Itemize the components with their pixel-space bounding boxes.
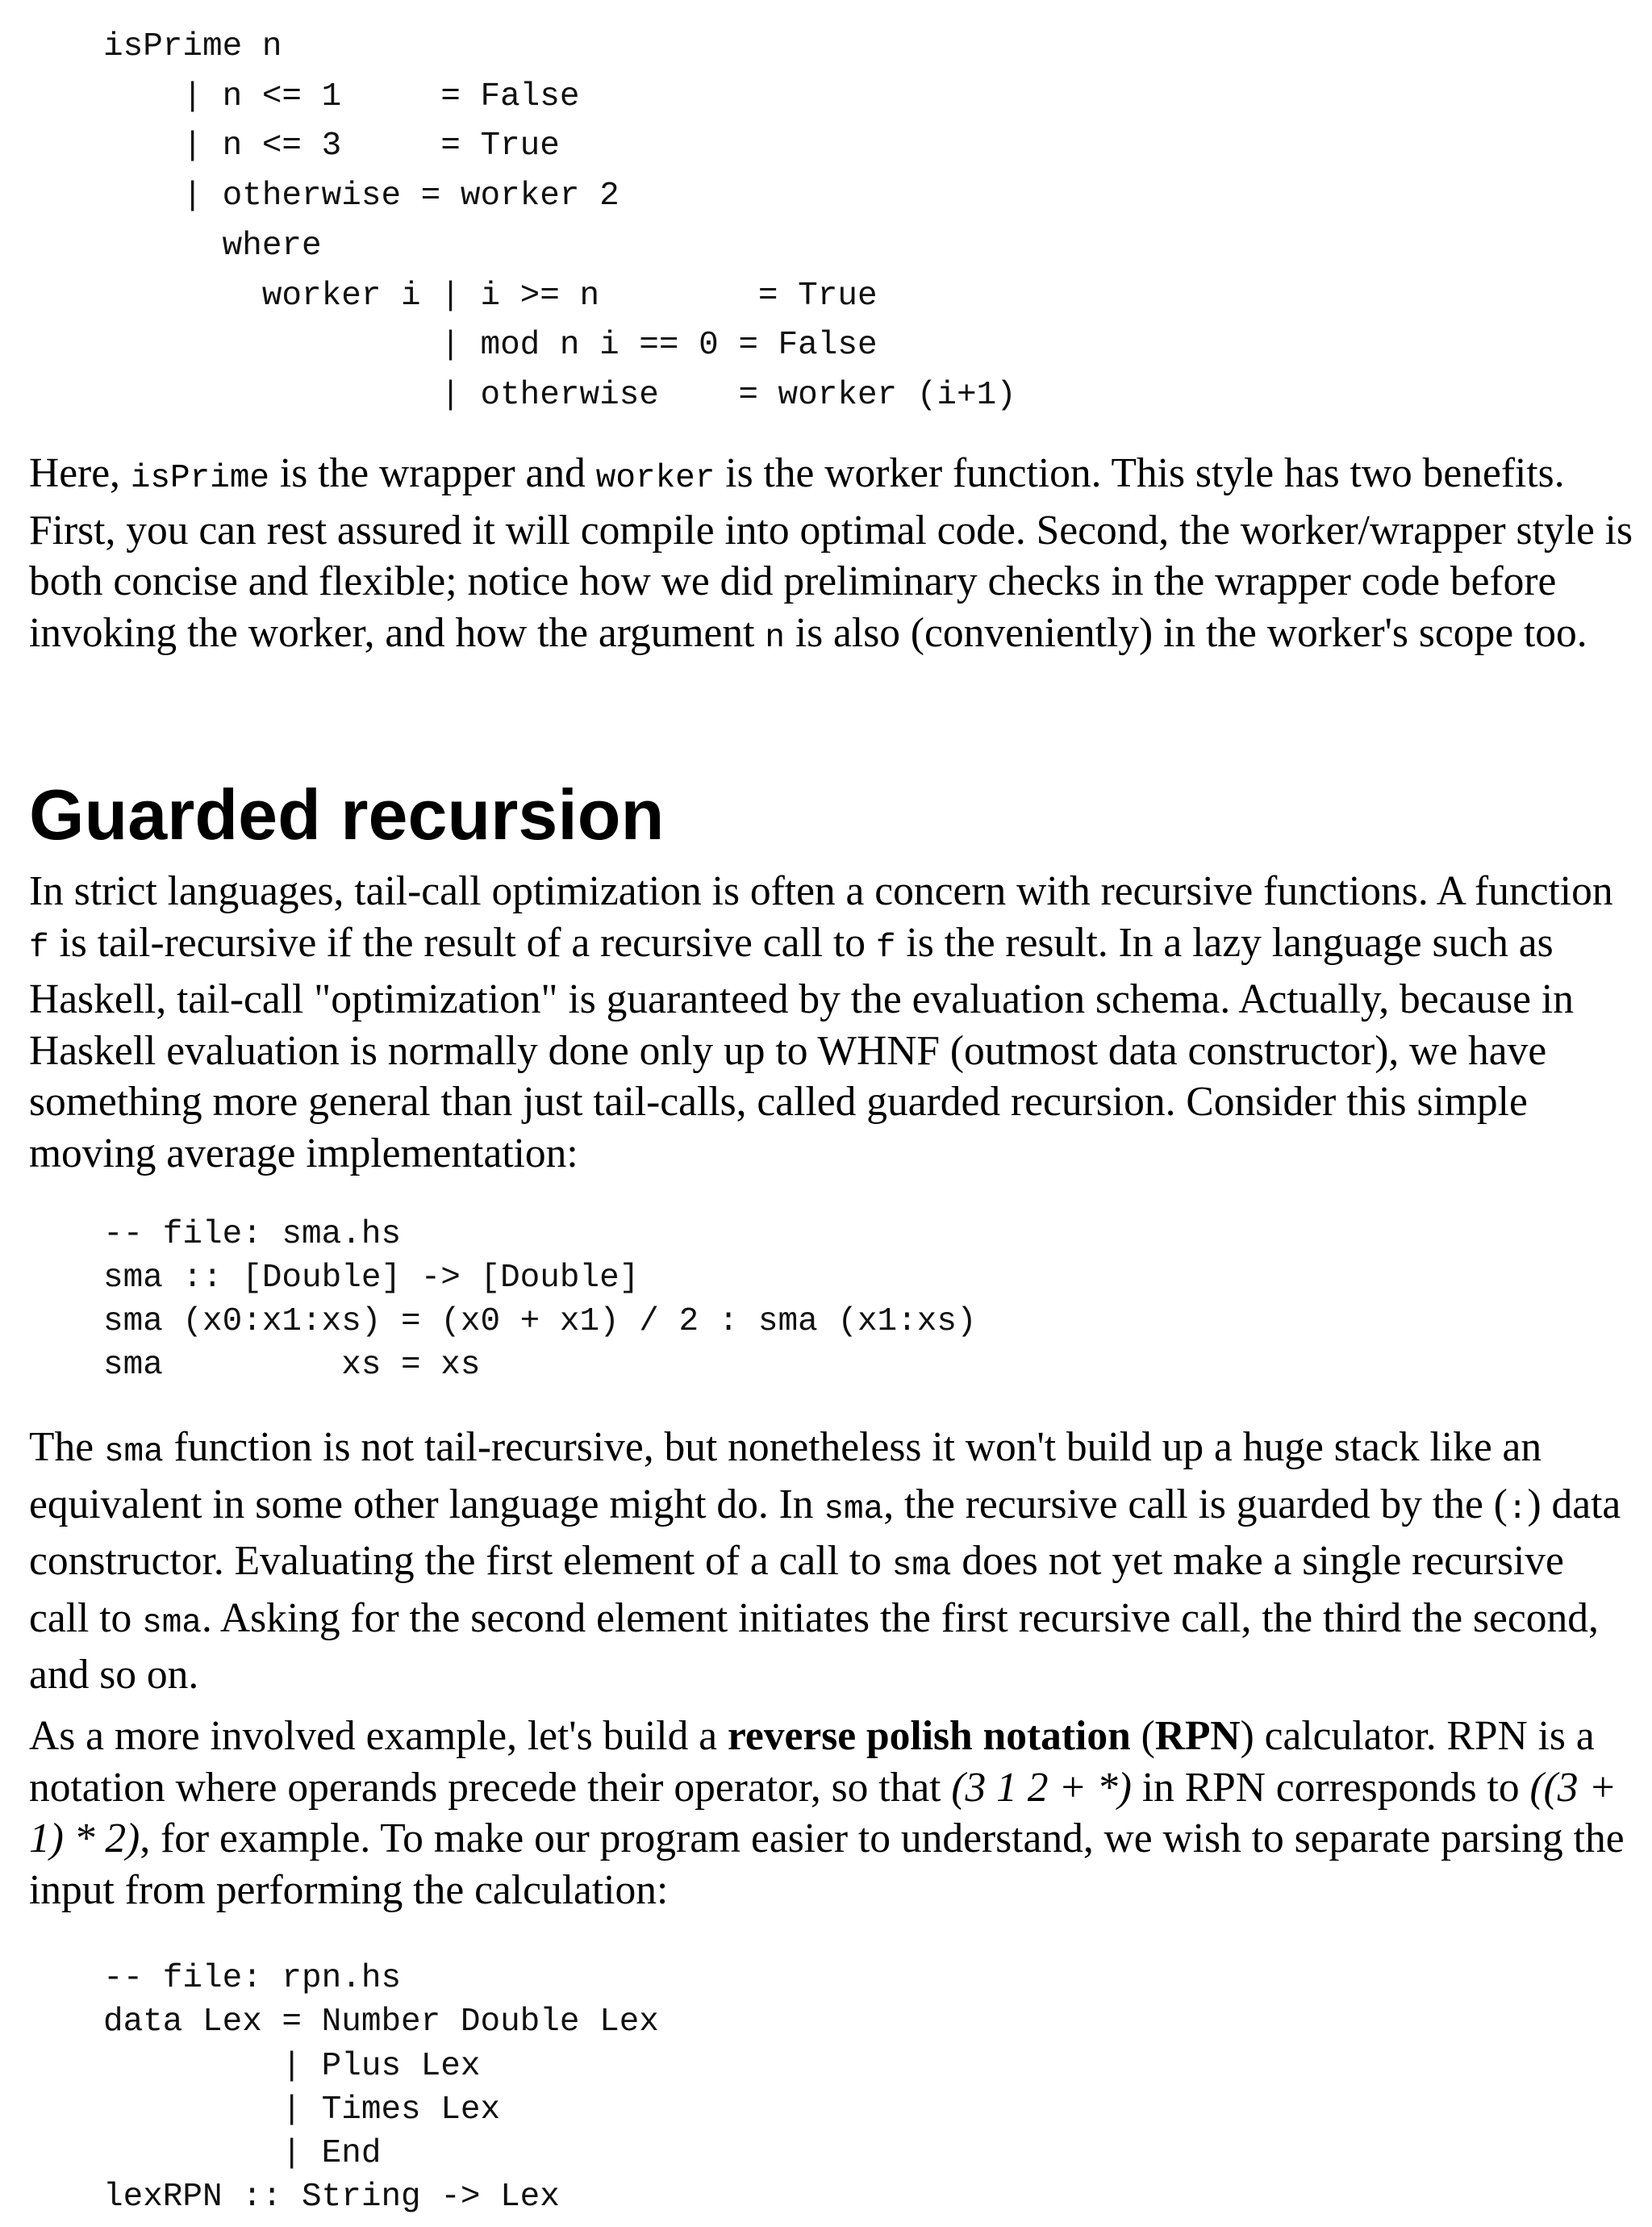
- code-line: lexRPN :: String -> Lex: [103, 2179, 560, 2217]
- bold-term: reverse polish notation: [727, 1713, 1131, 1759]
- code-line: | Plus Lex: [103, 2047, 481, 2085]
- code-line: sma (x0:x1:xs) = (x0 + x1) / 2 : sma (x1:xs): [103, 1303, 977, 1340]
- bold-term: RPN: [1154, 1713, 1241, 1759]
- text-run: Here,: [29, 450, 131, 496]
- text-run: does not yet make a single recursive call to: [29, 1538, 1564, 1641]
- code-line: isPrime n: [103, 28, 282, 65]
- text-run: As a more involved example, let's build a: [29, 1713, 728, 1759]
- section-heading: Guarded recursion: [29, 775, 665, 854]
- code-line: | Times Lex: [103, 2091, 501, 2129]
- code-line: | End: [103, 2135, 382, 2173]
- inline-code: sma: [891, 1548, 952, 1585]
- paragraph-guarded-recursion: [29, 866, 1634, 1179]
- inline-code: worker: [595, 460, 715, 497]
- code-block-isprime: [103, 23, 1016, 421]
- text-run: is also (conveniently) in the worker's scope too.: [784, 609, 1587, 656]
- inline-code: sma: [103, 1434, 164, 1471]
- text-run: is the wrapper and: [269, 450, 596, 496]
- code-line: data Lex = Number Double Lex: [103, 2003, 659, 2041]
- text-run: is the result. In a lazy language such as Haskell, tail-call "optimization" is guaranteed by the evaluation schema. Actually, because in Haskell evaluation is normally done only up to WHNF (outmost data constructor), we have something more general than just tail-calls, called guarded recursion. Consider this simple moving average implementation:: [29, 919, 1574, 1176]
- text-run: , for example. To make our program easier to understand, we wish to separate parsing the input from performing the calculation:: [29, 1815, 1625, 1913]
- code-line: sma :: [Double] -> [Double]: [103, 1260, 640, 1297]
- italic-expression: ((3 + 1) * 2): [29, 1764, 1617, 1861]
- inline-code: :: [1507, 1490, 1528, 1528]
- text-run: ) data constructor. Evaluating the first element of a call to: [29, 1481, 1621, 1584]
- text-run: ) calculator. RPN is a notation where operands precede their operator, so that: [29, 1713, 1595, 1811]
- text-run: (: [1130, 1713, 1155, 1759]
- inline-code: isPrime: [130, 460, 270, 497]
- text-run: . Asking for the second element initiates the first recursive call, the third the second, and so on.: [29, 1594, 1599, 1698]
- inline-code: f: [29, 929, 49, 967]
- inline-code: sma: [142, 1604, 202, 1642]
- code-line: worker i | i >= n = True: [103, 277, 878, 315]
- text-run: in RPN corresponds to: [1131, 1764, 1530, 1811]
- inline-code: sma: [824, 1490, 884, 1528]
- code-block-sma: [103, 1213, 977, 1387]
- paragraph-rpn: [29, 1711, 1634, 1916]
- code-line: | otherwise = worker 2: [103, 178, 620, 215]
- inline-code: f: [875, 929, 896, 967]
- code-line: where: [103, 227, 322, 265]
- text-run: is tail-recursive if the result of a recursive call to: [48, 919, 876, 966]
- inline-code: n: [765, 619, 785, 657]
- paragraph-worker-wrapper: [29, 448, 1634, 664]
- code-line: sma xs = xs: [103, 1347, 481, 1384]
- text-run: In strict languages, tail-call optimization is often a concern with recursive functions. A function: [29, 868, 1613, 914]
- text-run: is the worker function. This style has two benefits. First, you can rest assured it will compile into optimal code. Second, the worker/wrapper style is both concise and flexible; notice how we did preliminary checks in the wrapper code before invoking the worker, and how the argument: [29, 450, 1633, 656]
- code-line: | otherwise = worker (i+1): [103, 376, 1016, 414]
- italic-expression: (3 1 2 + *): [951, 1764, 1132, 1811]
- code-line: -- file: sma.hs: [103, 1216, 402, 1253]
- code-line: | n <= 3 = True: [103, 127, 560, 165]
- code-line: | n <= 1 = False: [103, 77, 580, 115]
- text-run: function is not tail-recursive, but nonetheless it won't build up a huge stack like an equivalent in some other language might do. In: [29, 1424, 1542, 1527]
- code-block-rpn: [103, 1957, 659, 2220]
- text-run: The: [29, 1424, 104, 1470]
- code-line: -- file: rpn.hs: [103, 1960, 402, 1997]
- paragraph-sma: [29, 1422, 1634, 1701]
- text-run: , the recursive call is guarded by the (: [883, 1481, 1508, 1527]
- code-line: | mod n i == 0 = False: [103, 327, 878, 365]
